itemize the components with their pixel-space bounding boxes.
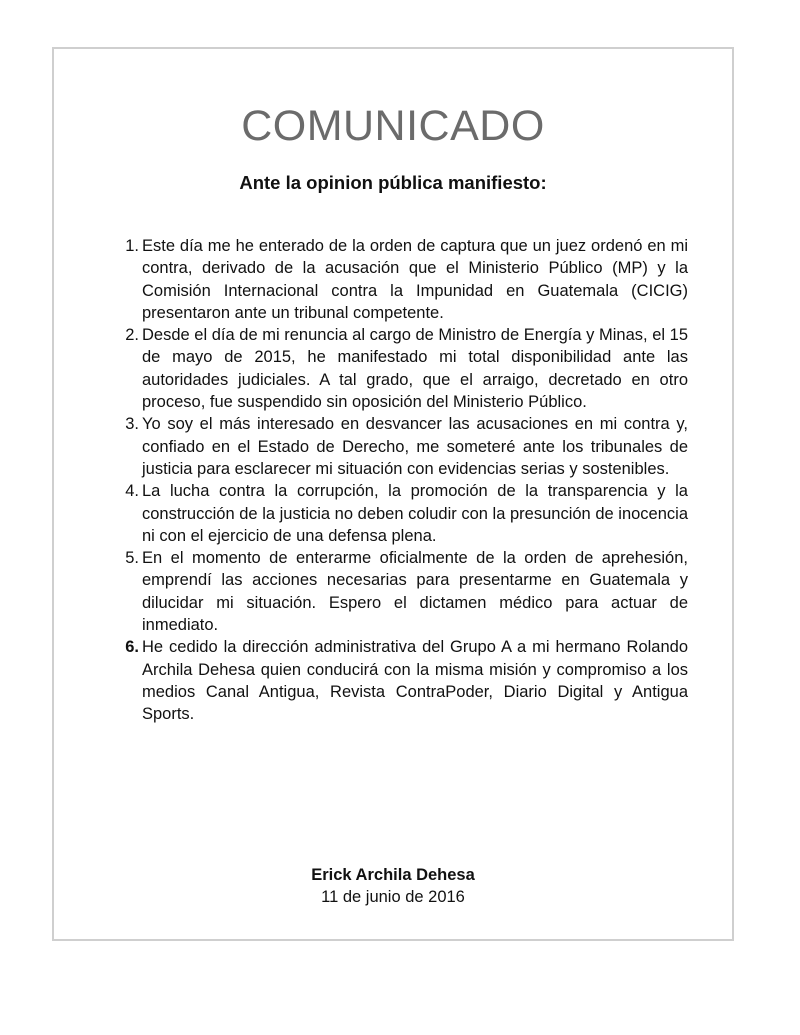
statement-item-5 (125, 547, 688, 636)
statement-text: Yo soy el más interesado en desvancer las acusaciones en mi contra y, confiado en el Estado de Derecho, me someteré ante los tribunales de justicia para esclarecer mi situación con evidencias serias y sostenibles. (142, 415, 688, 478)
statement-item-3 (125, 413, 688, 480)
statement-text: Este día me he enterado de la orden de captura que un juez ordenó en mi contra, derivado de la acusación que el Ministerio Público (MP) y la Comisión Internacional contra la Impunidad en Guatemala (CICIG) presentaron ante un tribunal competente. (142, 237, 688, 322)
statement-number: 5. (125, 549, 139, 568)
statement-number: 1. (125, 237, 139, 255)
statement-list (125, 235, 688, 726)
statement-number: 2. (125, 326, 139, 345)
statement-number: 3. (125, 415, 139, 434)
statement-item-4 (125, 480, 688, 547)
statement-number: 4. (125, 482, 139, 501)
signature-date: 11 de junio de 2016 (321, 888, 465, 906)
statement-item-6 (125, 636, 688, 725)
statement-text: La lucha contra la corrupción, la promoción de la transparencia y la construcción de la justicia no deben coludir con la presunción de inocencia ni con el ejercicio de una defensa plena. (142, 482, 688, 545)
document-page (52, 47, 734, 941)
document-title: COMUNICADO (241, 102, 545, 150)
statement-number: 6. (125, 638, 139, 657)
statement-item-2 (125, 324, 688, 413)
document-subtitle: Ante la opinion pública manifiesto: (239, 172, 547, 193)
statement-text: He cedido la dirección administrativa del Grupo A a mi hermano Rolando Archila Dehesa quien conducirá con la misma misión y compromiso a los medios Canal Antigua, Revista ContraPoder, Diario Digital y Antigua Sports. (142, 638, 688, 724)
statement-item-1 (125, 235, 688, 324)
signature-name: Erick Archila Dehesa (311, 866, 475, 884)
statement-text: Desde el día de mi renuncia al cargo de Ministro de Energía y Minas, el 15 de mayo de 2015, he manifestado mi total disponibilidad ante las autoridades judiciales. A tal grado, que el arraigo, decretado en otro proceso, fue suspendido sin oposición del Ministerio Público. (142, 326, 688, 412)
statement-text: En el momento de enterarme oficialmente de la orden de aprehesión, emprendí las acciones necesarias para presentarme en Guatemala y dilucidar mi situación. Espero el dictamen médico para actuar de inmediato. (142, 549, 688, 635)
signature-block (54, 864, 732, 908)
